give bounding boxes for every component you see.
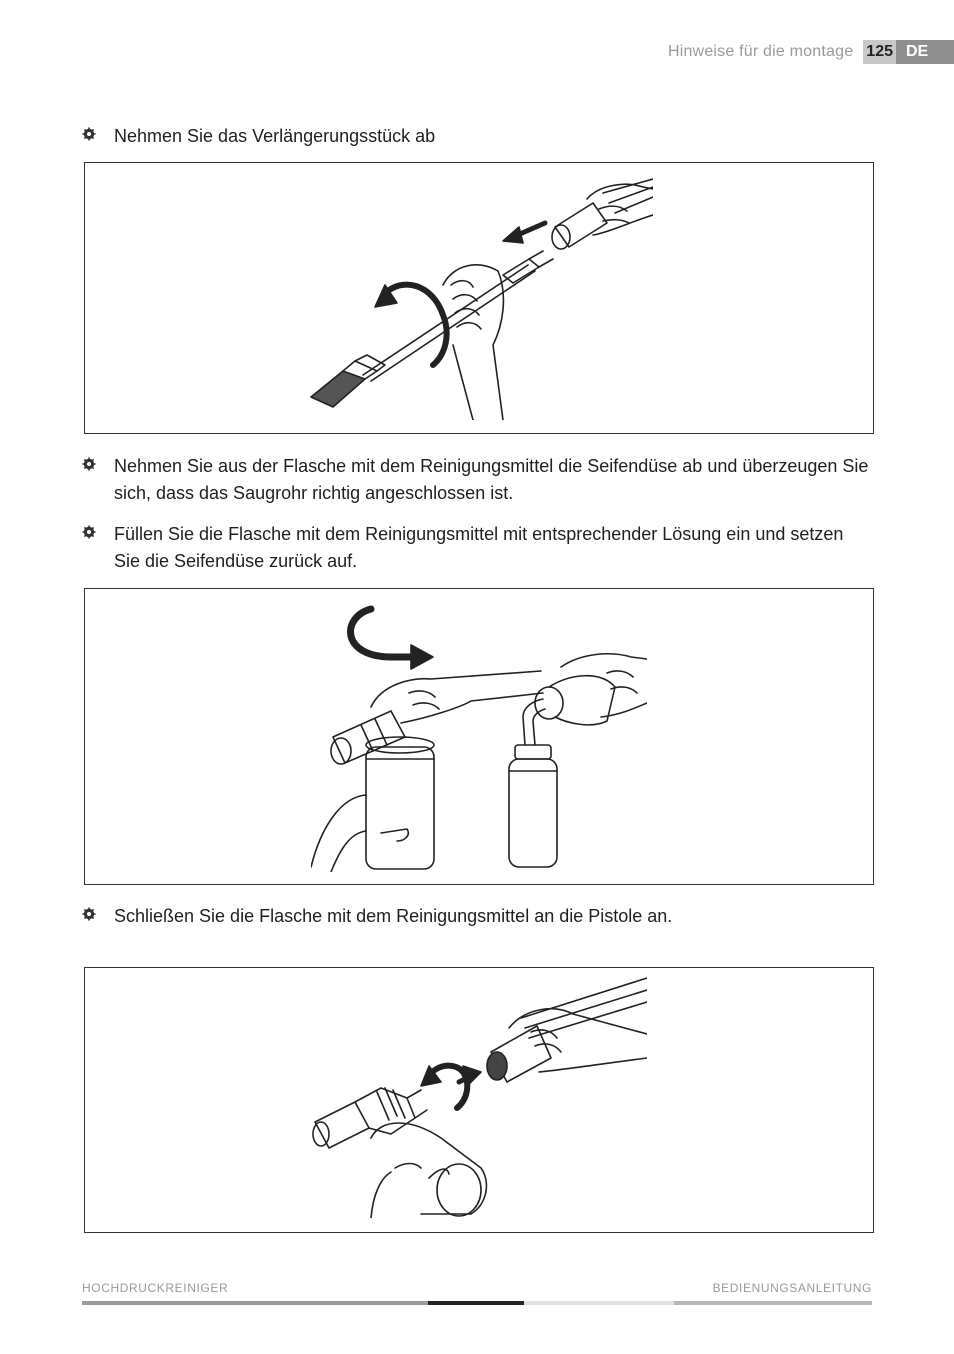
illustration-frame-1: [84, 162, 874, 434]
gear-bullet-icon: [82, 907, 96, 921]
step-4-text: Schließen Sie die Flasche mit dem Reinigungsmittel an die Pistole an.: [114, 906, 673, 926]
footer-bar-segment: [524, 1301, 674, 1305]
footer-bar-segment: [428, 1301, 524, 1305]
step-2: [82, 453, 874, 507]
step-1-text: Nehmen Sie das Verlängerungsstück ab: [114, 126, 436, 146]
step-3: [82, 521, 874, 575]
page-header: [668, 40, 954, 64]
footer-bar-segment: [82, 1301, 428, 1305]
step-1: [82, 123, 874, 150]
footer-product-name: HOCHDRUCKREINIGER: [82, 1281, 229, 1295]
gear-bullet-icon: [82, 457, 96, 471]
illustration-frame-3: [84, 967, 874, 1233]
language-tab: DE: [896, 40, 954, 64]
fill-bottle-illustration: [311, 597, 647, 872]
footer-document-type: BEDIENUNGSANLEITUNG: [712, 1281, 872, 1295]
connect-bottle-illustration: [311, 968, 647, 1218]
gear-bullet-icon: [82, 525, 96, 539]
illustration-frame-2: [84, 588, 874, 885]
page-number: 125: [863, 40, 896, 64]
footer-bar-segment: [674, 1301, 872, 1305]
remove-extension-illustration: [303, 175, 653, 420]
section-title: Hinweise für die montage: [667, 43, 854, 60]
step-4: [82, 903, 874, 930]
step-3-text: Füllen Sie die Flasche mit dem Reinigungsmittel mit entsprechender Lösung ein und setzen Sie die Seifendüse zurück auf.: [114, 524, 844, 571]
step-2-text: Nehmen Sie aus der Flasche mit dem Reinigungsmittel die Seifendüse ab und überzeugen Sie sich, dass das Saugrohr richtig angeschlossen ist.: [114, 456, 869, 503]
gear-bullet-icon: [82, 127, 96, 141]
